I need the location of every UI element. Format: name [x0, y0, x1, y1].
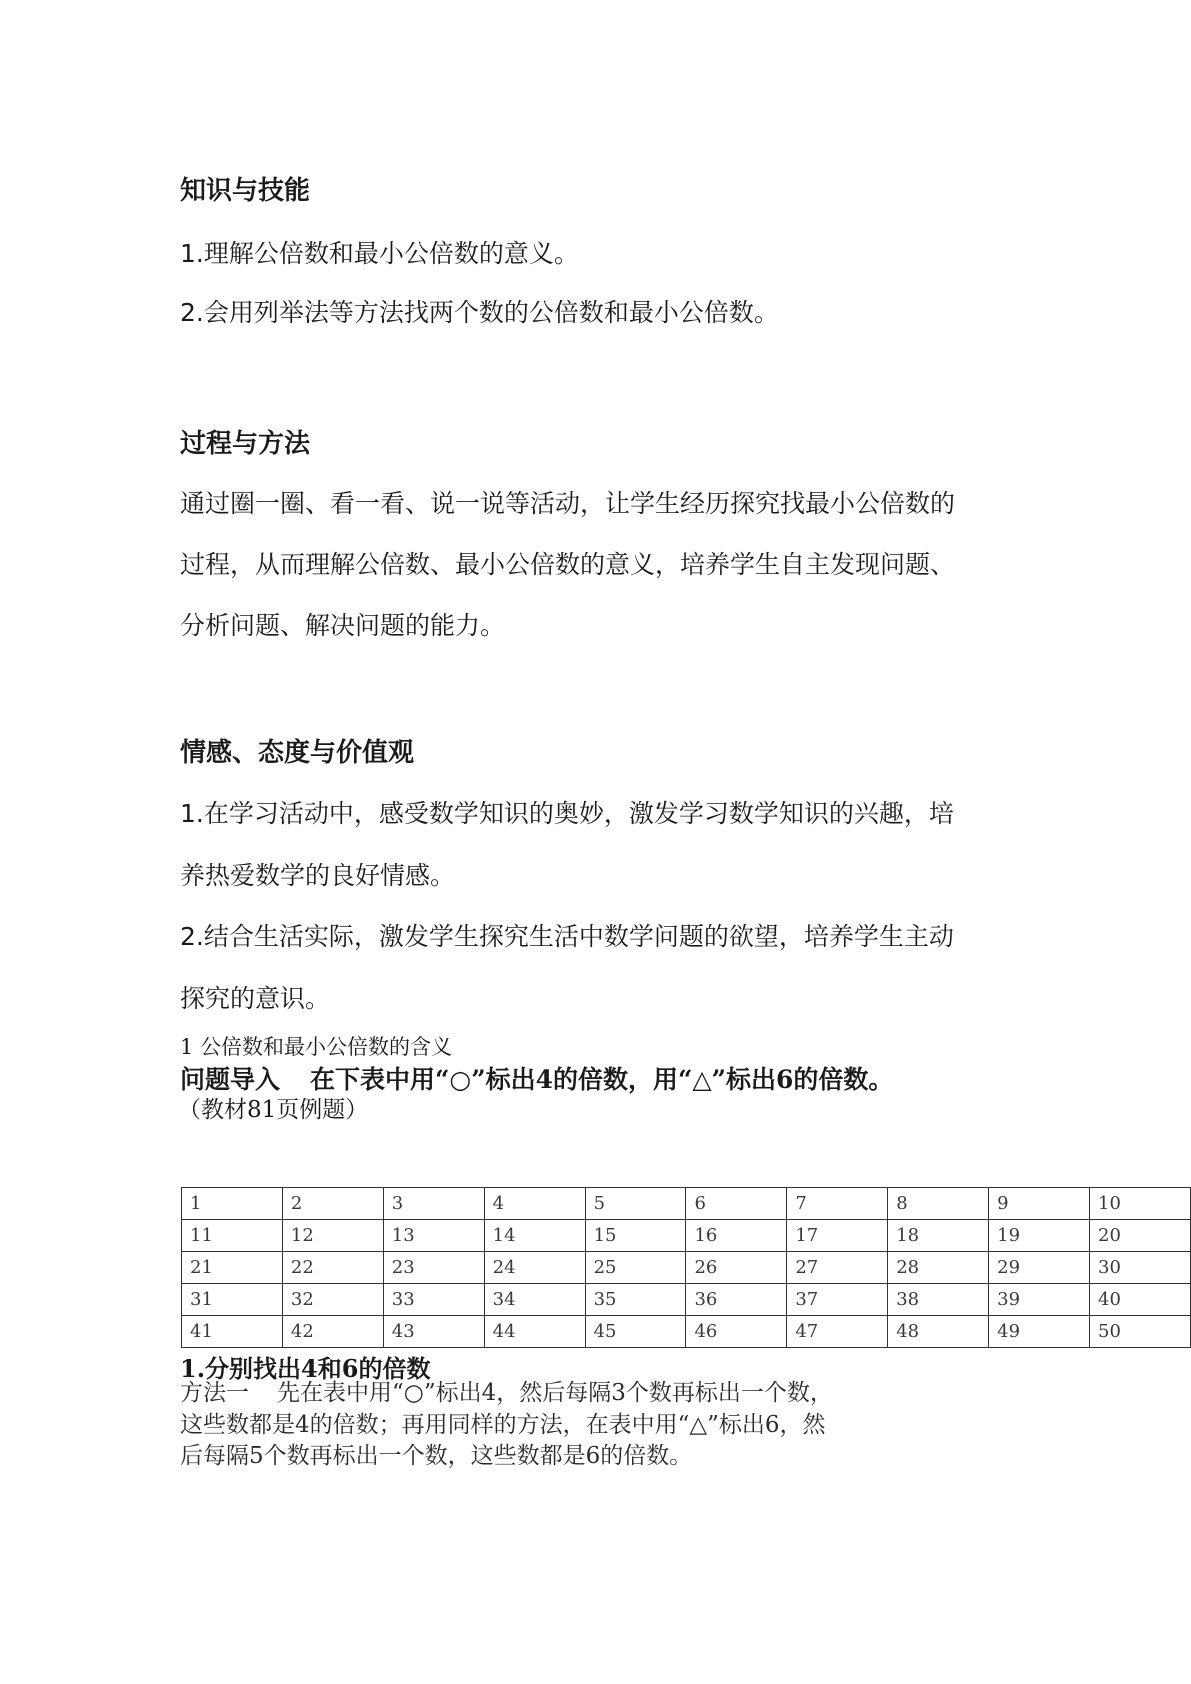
table-cell: 48 [888, 1316, 989, 1348]
table-cell: 27 [787, 1252, 888, 1284]
table-cell: 32 [282, 1284, 383, 1316]
number-grid-table [181, 1187, 1191, 1348]
table-cell: 40 [1090, 1284, 1191, 1316]
table-cell: 43 [383, 1316, 484, 1348]
table-cell: 2 [282, 1188, 383, 1220]
table-cell: 1 [182, 1188, 283, 1220]
table-cell: 11 [182, 1220, 283, 1252]
emotion-line-4: 探究的意识。 [180, 984, 331, 1013]
method-label: 方法一 [180, 1380, 249, 1406]
table-cell: 20 [1090, 1220, 1191, 1252]
table-cell: 21 [182, 1252, 283, 1284]
knowledge-item-2: 2.会用列举法等方法找两个数的公倍数和最小公倍数。 [180, 298, 779, 327]
table-cell: 23 [383, 1252, 484, 1284]
emotion-line-1: 1.在学习活动中，感受数学知识的奥妙，激发学习数学知识的兴趣，培 [180, 799, 954, 828]
table-cell: 30 [1090, 1252, 1191, 1284]
textbook-reference: （教材81页例题） [178, 1097, 369, 1123]
table-row [182, 1220, 1191, 1252]
table-row [182, 1252, 1191, 1284]
table-cell: 14 [484, 1220, 585, 1252]
table-cell: 7 [787, 1188, 888, 1220]
table-cell: 4 [484, 1188, 585, 1220]
table-cell: 3 [383, 1188, 484, 1220]
table-cell: 22 [282, 1252, 383, 1284]
table-cell: 33 [383, 1284, 484, 1316]
table-cell: 31 [182, 1284, 283, 1316]
table-cell: 18 [888, 1220, 989, 1252]
table-cell: 25 [585, 1252, 686, 1284]
heading-process-method: 过程与方法 [180, 429, 311, 459]
table-cell: 15 [585, 1220, 686, 1252]
heading-knowledge-skills: 知识与技能 [180, 176, 311, 206]
table-cell: 38 [888, 1284, 989, 1316]
process-line-3: 分析问题、解决问题的能力。 [180, 611, 506, 640]
lead-label: 问题导入 [180, 1065, 281, 1094]
table-cell: 47 [787, 1316, 888, 1348]
table-cell: 36 [686, 1284, 787, 1316]
method-title: 1.分别找出4和6的倍数 [180, 1354, 431, 1383]
table-cell: 29 [989, 1252, 1090, 1284]
process-line-1: 通过圈一圈、看一看、说一说等活动，让学生经历探究找最小公倍数的 [180, 489, 956, 518]
table-cell: 17 [787, 1220, 888, 1252]
table-cell: 42 [282, 1316, 383, 1348]
table-cell: 10 [1090, 1188, 1191, 1220]
method-line-1 [180, 1378, 833, 1409]
process-line-2: 过程，从而理解公倍数、最小公倍数的意义，培养学生自主发现问题、 [180, 550, 956, 579]
knowledge-item-1: 1.理解公倍数和最小公倍数的意义。 [180, 239, 579, 268]
table-cell: 34 [484, 1284, 585, 1316]
lead-text: 在下表中用“○”标出4的倍数，用“△”标出6的倍数。 [310, 1065, 894, 1094]
table-row [182, 1316, 1191, 1348]
table-cell: 16 [686, 1220, 787, 1252]
table-row [182, 1284, 1191, 1316]
table-cell: 39 [989, 1284, 1090, 1316]
table-cell: 9 [989, 1188, 1090, 1220]
table-cell: 41 [182, 1316, 283, 1348]
table-cell: 37 [787, 1284, 888, 1316]
table-cell: 6 [686, 1188, 787, 1220]
heading-emotion-values: 情感、态度与价值观 [180, 738, 415, 768]
table-cell: 5 [585, 1188, 686, 1220]
table-cell: 50 [1090, 1316, 1191, 1348]
table-cell: 28 [888, 1252, 989, 1284]
lesson-section-title: 1 公倍数和最小公倍数的含义 [180, 1035, 453, 1059]
table-cell: 13 [383, 1220, 484, 1252]
table-cell: 45 [585, 1316, 686, 1348]
emotion-line-3: 2.结合生活实际，激发学生探究生活中数学问题的欲望，培养学生主动 [180, 922, 954, 951]
table-cell: 35 [585, 1284, 686, 1316]
table-cell: 26 [686, 1252, 787, 1284]
emotion-line-2: 养热爱数学的良好情感。 [180, 861, 456, 890]
table-cell: 46 [686, 1316, 787, 1348]
table-cell: 19 [989, 1220, 1090, 1252]
table-cell: 12 [282, 1220, 383, 1252]
table-cell: 49 [989, 1316, 1090, 1348]
method-line-2: 这些数都是4的倍数；再用同样的方法，在表中用“△”标出6，然 [180, 1412, 826, 1438]
method-line-3: 后每隔5个数再标出一个数，这些数都是6的倍数。 [180, 1443, 693, 1469]
table-row [182, 1188, 1191, 1220]
table-cell: 44 [484, 1316, 585, 1348]
method-text-1: 先在表中用“○”标出4，然后每隔3个数再标出一个数， [277, 1380, 833, 1406]
table-cell: 8 [888, 1188, 989, 1220]
table-cell: 24 [484, 1252, 585, 1284]
